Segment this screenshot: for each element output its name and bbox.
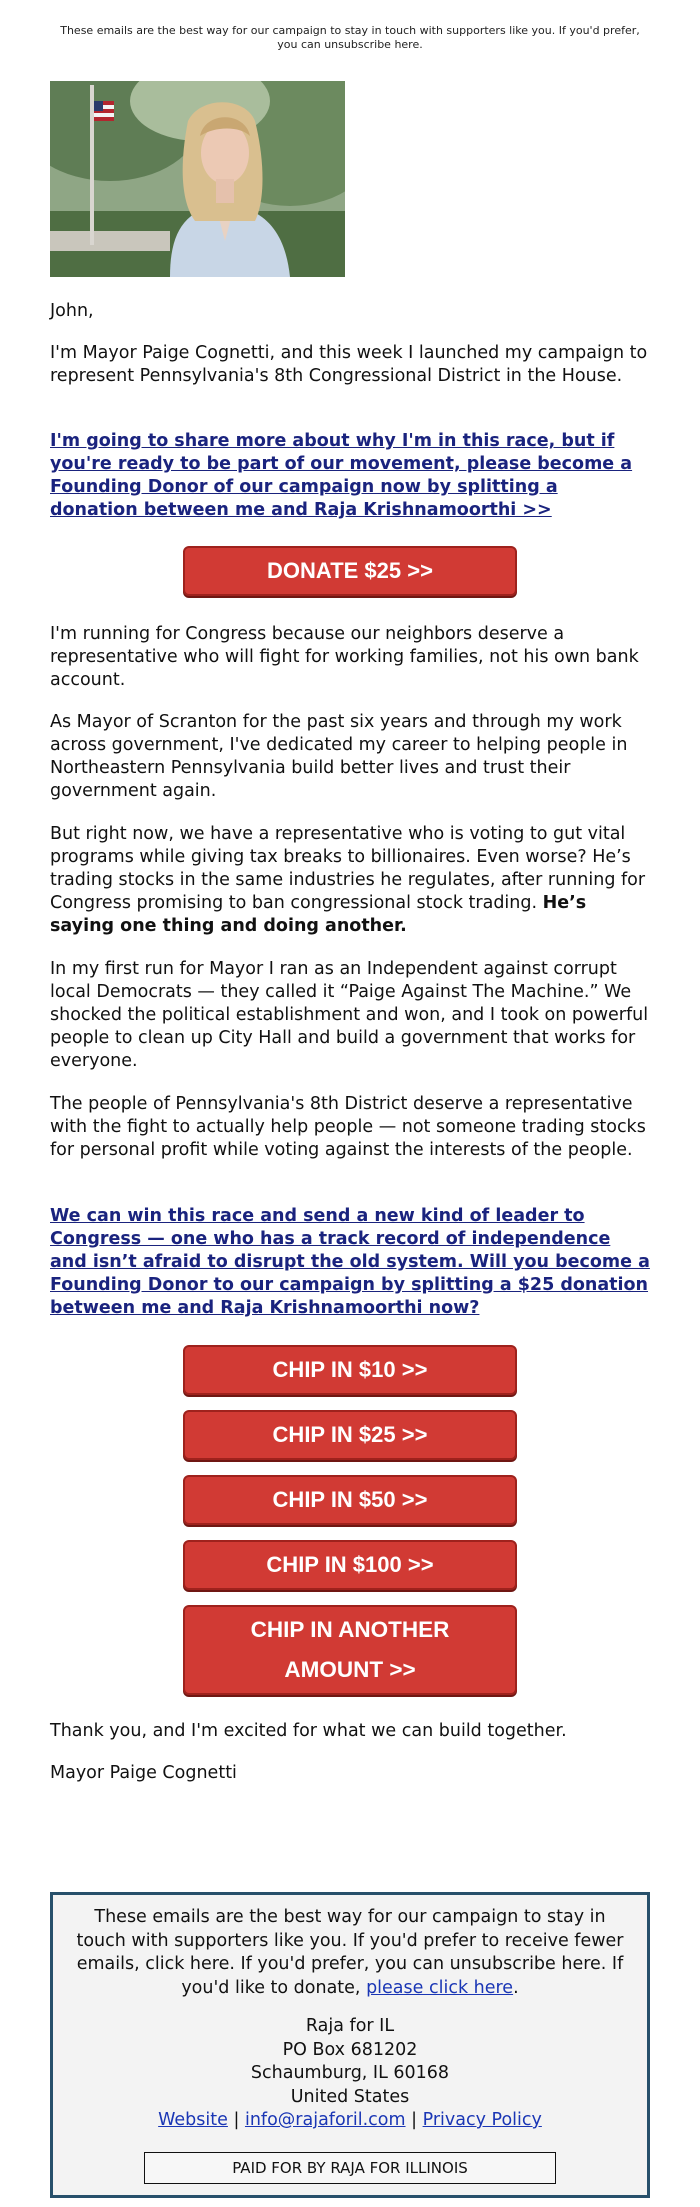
deserve-paragraph: The people of Pennsylvania's 8th District deserve a representative with the fight to actually help people — not someone trading stocks for personal profit while voting against the interests of the people. [50,1094,646,1160]
privacy-policy-link[interactable]: Privacy Policy [422,2110,542,2130]
footer-intro-text: These emails are the best way for our campaign to stay in touch with supporters like you. If you'd prefer to receive fewer emails, click here. If you'd prefer, you can unsubscribe here. If you'd like to donate, [76,1907,624,1998]
thanks-paragraph: Thank you, and I'm excited for what we can build together. [50,1721,567,1741]
website-link[interactable]: Website [158,2110,228,2130]
chip-in-100-label: CHIP IN $100 >> [266,1552,434,1577]
link-separator: | [411,2110,418,2130]
chip-in-100-button[interactable] [183,1540,517,1590]
address-po-box: PO Box 681202 [282,2039,418,2060]
chip-in-10-button[interactable] [183,1345,517,1395]
paid-for-disclaimer: PAID FOR BY RAJA FOR ILLINOIS [144,2152,556,2184]
first-run-paragraph: In my first run for Mayor I ran as an Independent against corrupt local Democrats — they called it “Paige Against The Machine.” We shocked the political establishment and won, and I took on powerful people to clean up City Hall and build a government that works for everyone. [50,959,649,1071]
chip-in-50-label: CHIP IN $50 >> [272,1487,428,1512]
footer-donate-link[interactable]: please click here [366,1977,514,1998]
footer-intro [73,1906,627,2000]
mailing-address [53,2015,647,2109]
candidate-photo [50,81,345,277]
chip-in-25-label: CHIP IN $25 >> [272,1422,428,1447]
donate-25-button-label: DONATE $25 >> [267,558,433,583]
opponent-paragraph [50,823,650,938]
intro-paragraph: I'm Mayor Paige Cognetti, and this week I launched my campaign to represent Pennsylvania's 8th Congressional District in the House. [50,343,648,386]
link-separator: | [233,2110,240,2130]
chip-in-other-label-1: CHIP IN ANOTHER [250,1617,450,1642]
donate-25-button[interactable] [183,546,517,596]
address-city: Schaumburg, IL 60168 [250,2063,450,2083]
chip-in-other-button[interactable] [183,1605,517,1695]
opponent-bold-text: He’s saying one thing and doing another. [50,893,587,936]
greeting: John, [50,301,94,321]
address-name: Raja for IL [305,2016,395,2036]
footer-links [53,2109,647,2133]
record-paragraph: As Mayor of Scranton for the past six years and through my work across government, I've dedicated my career to helping people in Northeastern Pennsylvania build better lives and trust their government again. [50,712,628,801]
footer-box [50,1892,650,2198]
signature: Mayor Paige Cognetti [50,1763,237,1783]
founding-donor-ask-link[interactable]: We can win this race and send a new kind of leader to Congress — one who has a track record of independence and isn’t afraid to disrupt the old system. Will you become a Founding Donor to our campaign by splitting a $25 donation between me and Raja Krishnamoorthi now? [50,1206,650,1318]
why-paragraph: I'm running for Congress because our neighbors deserve a representative who will fight for working families, not his own bank account. [50,624,639,690]
preheader-text: These emails are the best way for our campaign to stay in touch with supporters like you. If you'd prefer, you can unsubscribe here. [60,24,640,51]
chip-in-other-label-2: AMOUNT >> [284,1657,416,1682]
footer-intro-end: . [513,1977,519,1998]
chip-in-25-button[interactable] [183,1410,517,1460]
chip-in-10-label: CHIP IN $10 >> [272,1357,428,1382]
email-link[interactable]: info@rajaforil.com [244,2110,406,2130]
opponent-text: But right now, we have a representative who is voting to gut vital programs while giving tax breaks to billionaires. Even worse? He’s trading stocks in the same industries he regulates, after running for Congress promising to ban congressional stock trading. [50,824,646,913]
chip-in-50-button[interactable] [183,1475,517,1525]
address-country: United States [290,2086,410,2107]
founding-donor-link[interactable]: I'm going to share more about why I'm in this race, but if you're ready to be part of our movement, please become a Founding Donor of our campaign now by splitting a donation between me and Raja Krishnamoorthi >> [50,431,633,520]
